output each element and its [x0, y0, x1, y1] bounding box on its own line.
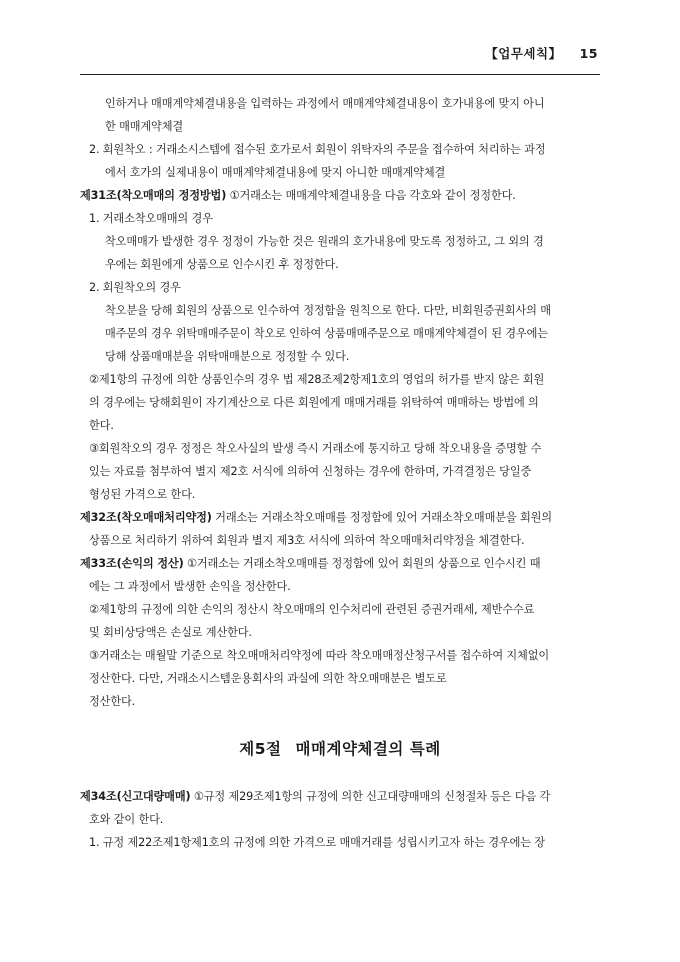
- text-line: 인하거나 매매계약체결내용을 입력하는 과정에서 매매계약체결내용이 호가내용에 맞지 아니: [105, 97, 545, 110]
- text-line: 한 매매계약체결: [105, 120, 184, 133]
- text-line: 및 회비상당액은 손실로 계산한다.: [89, 626, 252, 639]
- article-line: 제34조(신고대량매매) ①규정 제29조제1항의 규정에 의한 신고대량매매의 신청절차 등은 다음 각: [80, 790, 551, 803]
- article-heading: 제32조(착오매매처리약정): [80, 511, 212, 524]
- section-number: 제5절: [239, 740, 282, 758]
- text-line: 1. 거래소착오매매의 경우: [89, 212, 213, 225]
- header-rule: [80, 74, 600, 75]
- article-line: 제32조(착오매매처리약정) 거래소는 거래소착오매매를 정정함에 있어 거래소착오매매분을 회원의: [80, 511, 552, 524]
- text-line: 2. 회원착오 : 거래소시스템에 접수된 호가로서 회원이 위탁자의 주문을 접수하여 처리하는 과정: [89, 143, 546, 156]
- text-line: 호와 같이 한다.: [89, 813, 164, 826]
- page-number: 15: [579, 46, 598, 61]
- text-line: 에는 그 과정에서 발생한 손익을 정산한다.: [89, 580, 291, 593]
- article-line: 제33조(손익의 정산) ①거래소는 거래소착오매매를 정정함에 있어 회원의 상품으로 인수시킨 때: [80, 557, 541, 570]
- section-title: 매매계약체결의 특례: [295, 740, 441, 758]
- text-line: 1. 규정 제22조제1항제1호의 규정에 의한 가격으로 매매거래를 성립시키고자 하는 경우에는 장: [89, 836, 545, 849]
- text-line: 형성된 가격으로 한다.: [89, 488, 196, 501]
- text-line: 착오매매가 발생한 경우 정정이 가능한 것은 원래의 호가내용에 맞도록 정정하고, 그 외의 경: [105, 235, 544, 248]
- text-line: ②제1항의 규정에 의한 손익의 정산시 착오매매의 인수처리에 관련된 증권거래세, 제반수수료: [89, 603, 535, 616]
- page-header: [485, 44, 598, 62]
- text-line: 한다.: [89, 419, 114, 432]
- text-line: ③거래소는 매월말 기준으로 착오매매처리약정에 따라 착오매매정산청구서를 접수하여 지체없이: [89, 649, 550, 662]
- text-line: ②제1항의 규정에 의한 상품인수의 경우 법 제28조제2항제1호의 영업의 허가를 받지 않은 회원: [89, 373, 545, 386]
- text-line: 2. 회원착오의 경우: [89, 281, 181, 294]
- text-line: 우에는 회원에게 상품으로 인수시킨 후 정정한다.: [105, 258, 339, 271]
- header-title: 【업무세칙】: [485, 46, 562, 61]
- text-line: ③회원착오의 경우 정정은 착오사실의 발생 즉시 거래소에 통지하고 당해 착오내용을 증명할 수: [89, 442, 542, 455]
- text-line: 에서 호가의 실제내용이 매매계약체결내용에 맞지 아니한 매매계약체결: [105, 166, 446, 179]
- text-line: 정산한다.: [89, 695, 136, 708]
- text-line: 정산한다. 다만, 거래소시스템운용회사의 과실에 의한 착오매매분은 별도로: [89, 672, 447, 685]
- article-line: 제31조(착오매매의 정정방법) ①거래소는 매매계약체결내용을 다음 각호와 같이 정정한다.: [80, 189, 516, 202]
- article-heading: 제33조(손익의 정산): [80, 557, 184, 570]
- article-heading: 제34조(신고대량매매): [80, 790, 191, 803]
- text-line: 매주문의 경우 위탁매매주문이 착오로 인하여 상품매매주문으로 매매계약체결이 된 경우에는: [105, 327, 548, 340]
- text-line: 의 경우에는 당해회원이 자기계산으로 다른 회원에게 매매거래를 위탁하여 매매하는 방법에 의: [89, 396, 539, 409]
- article-heading: 제31조(착오매매의 정정방법): [80, 189, 227, 202]
- section-heading: [0, 737, 680, 759]
- text-line: 착오분을 당해 회원의 상품으로 인수하여 정정함을 원칙으로 한다. 다만, 비회원증권회사의 매: [105, 304, 551, 317]
- text-line: 당해 상품매매분을 위탁매매분으로 정정할 수 있다.: [105, 350, 350, 363]
- text-line: 있는 자료를 첨부하여 별지 제2호 서식에 의하여 신청하는 경우에 한하며, 가격결정은 당일중: [89, 465, 532, 478]
- text-line: 상품으로 처리하기 위하여 회원과 별지 제3호 서식에 의하여 착오매매처리약정을 체결한다.: [89, 534, 525, 547]
